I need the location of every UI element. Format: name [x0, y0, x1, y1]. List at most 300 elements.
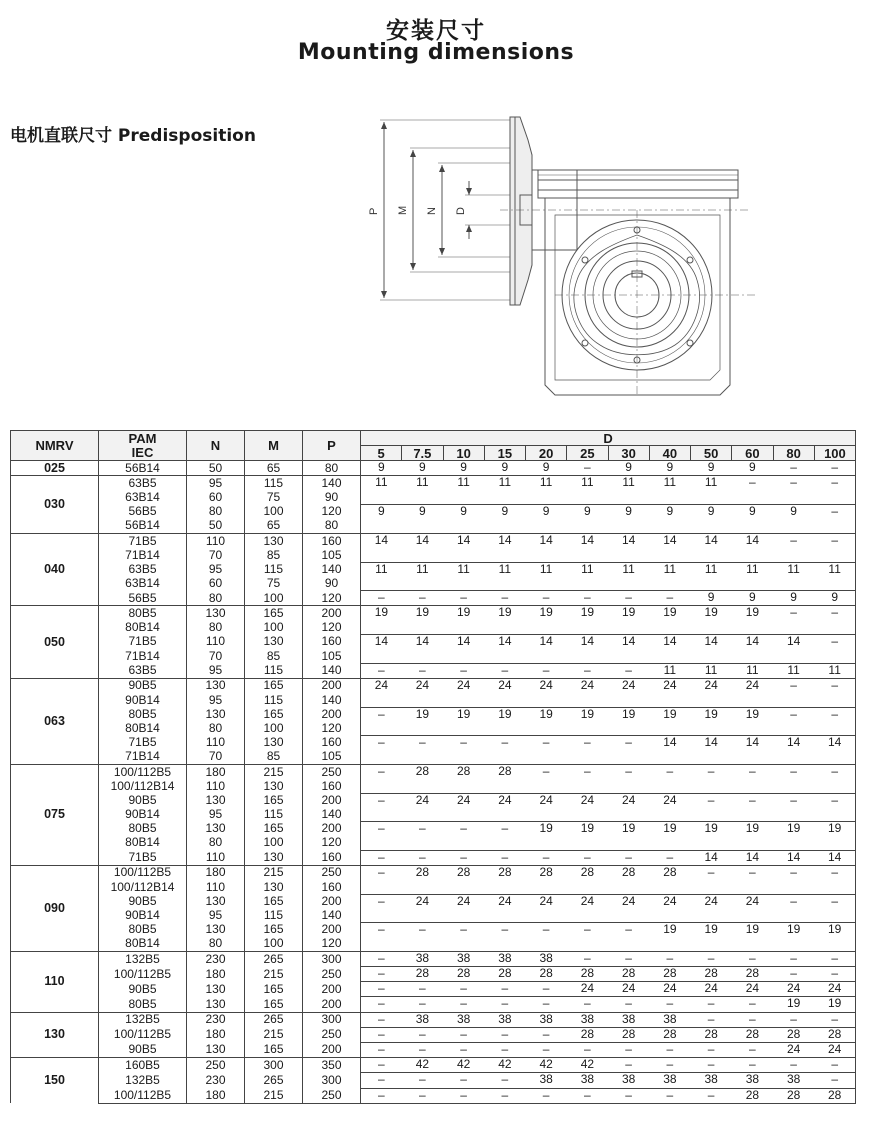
- cell-d-value: 14: [691, 850, 732, 865]
- cell-m: 165: [245, 678, 303, 693]
- cell-d-value: 11: [484, 562, 525, 590]
- cell-m: 165: [245, 982, 303, 997]
- cell-d-value: 24: [732, 982, 773, 997]
- cell-d-value: 19: [691, 822, 732, 850]
- cell-d-value: 24: [773, 1043, 814, 1058]
- cell-d-value: –: [526, 1043, 567, 1058]
- cell-m: 85: [245, 649, 303, 663]
- cell-d-value: –: [361, 793, 402, 821]
- cell-d-value: 28: [484, 967, 525, 982]
- cell-d-value: –: [608, 997, 649, 1012]
- cell-p: 140: [303, 908, 361, 922]
- cell-pam-iec: 90B5: [99, 1043, 187, 1058]
- cell-d-value: 19: [608, 822, 649, 850]
- cell-d-value: 19: [526, 606, 567, 635]
- cell-d-value: –: [691, 997, 732, 1012]
- cell-d-value: –: [773, 894, 814, 922]
- cell-d-value: 9: [361, 505, 402, 534]
- cell-d-value: 38: [608, 1073, 649, 1088]
- cell-d-value: –: [649, 850, 690, 865]
- cell-d-value: 19: [691, 923, 732, 952]
- cell-p: 90: [303, 490, 361, 504]
- cell-d-value: –: [484, 850, 525, 865]
- cell-d-value: –: [361, 894, 402, 922]
- cell-p: 160: [303, 635, 361, 649]
- cell-d-value: –: [402, 1043, 443, 1058]
- cell-pam-iec: 90B5: [99, 793, 187, 807]
- mounting-dimensions-table: [10, 430, 856, 1104]
- cell-n: 80: [187, 505, 245, 519]
- cell-pam-iec: 80B14: [99, 721, 187, 735]
- cell-m: 100: [245, 937, 303, 952]
- cell-d-value: 38: [443, 951, 484, 966]
- cell-d-value: 28: [773, 1088, 814, 1103]
- cell-d-value: –: [361, 997, 402, 1012]
- cell-p: 140: [303, 562, 361, 576]
- cell-d-value: 24: [732, 894, 773, 922]
- cell-d-value: –: [484, 591, 525, 606]
- cell-pam-iec: 63B5: [99, 663, 187, 678]
- cell-p: 105: [303, 649, 361, 663]
- cell-d-value: 14: [608, 635, 649, 663]
- cell-n: 50: [187, 461, 245, 476]
- table-row: [11, 850, 856, 865]
- cell-d-value: 9: [732, 505, 773, 534]
- cell-n: 130: [187, 1043, 245, 1058]
- cell-d-value: 14: [649, 635, 690, 663]
- cell-d-value: –: [526, 736, 567, 765]
- cell-d-value: –: [691, 1012, 732, 1027]
- cell-pam-iec: 80B5: [99, 923, 187, 937]
- table-row: [11, 894, 856, 908]
- table-row: [11, 967, 856, 982]
- cell-m: 115: [245, 808, 303, 822]
- cell-n: 110: [187, 533, 245, 548]
- cell-d-value: 19: [526, 822, 567, 850]
- cell-d-value: –: [649, 591, 690, 606]
- dimension-p-label: P: [368, 207, 380, 215]
- cell-pam-iec: 71B5: [99, 736, 187, 750]
- table-row: [11, 822, 856, 836]
- cell-d-value: 19: [567, 822, 608, 850]
- cell-pam-iec: 80B5: [99, 822, 187, 836]
- nmrv-size: 025: [11, 461, 99, 476]
- nmrv-size: 150: [11, 1058, 99, 1104]
- cell-n: 95: [187, 562, 245, 576]
- cell-p: 120: [303, 621, 361, 635]
- cell-d-value: 14: [691, 533, 732, 562]
- cell-d-value: 9: [608, 461, 649, 476]
- cell-m: 75: [245, 577, 303, 591]
- cell-d-value: 38: [484, 951, 525, 966]
- cell-m: 265: [245, 1012, 303, 1027]
- cell-d-value: –: [773, 865, 814, 894]
- cell-d-value: 14: [732, 850, 773, 865]
- cell-d-value: –: [361, 707, 402, 735]
- cell-d-value: 19: [649, 707, 690, 735]
- cell-d-value: 11: [773, 663, 814, 678]
- cell-m: 130: [245, 850, 303, 865]
- cell-p: 80: [303, 519, 361, 534]
- cell-n: 80: [187, 621, 245, 635]
- cell-d-value: 42: [526, 1058, 567, 1073]
- cell-d-value: 11: [361, 476, 402, 505]
- cell-d-value: 19: [361, 606, 402, 635]
- cell-m: 215: [245, 865, 303, 880]
- cell-d-value: –: [567, 764, 608, 793]
- cell-n: 230: [187, 1073, 245, 1088]
- cell-d-value: 9: [443, 461, 484, 476]
- cell-m: 115: [245, 562, 303, 576]
- cell-pam-iec: 56B5: [99, 505, 187, 519]
- cell-p: 90: [303, 577, 361, 591]
- table-row: [11, 1027, 856, 1042]
- cell-d-value: –: [773, 678, 814, 707]
- cell-pam-iec: 90B5: [99, 982, 187, 997]
- cell-d-value: 11: [732, 562, 773, 590]
- cell-d-value: –: [814, 793, 855, 821]
- cell-d-value: –: [567, 1043, 608, 1058]
- table-row: [11, 1043, 856, 1058]
- cell-m: 130: [245, 880, 303, 894]
- cell-d-value: –: [361, 1058, 402, 1073]
- cell-d-value: –: [443, 591, 484, 606]
- cell-d-value: –: [443, 982, 484, 997]
- cell-d-value: 28: [814, 1027, 855, 1042]
- cell-d-value: –: [732, 865, 773, 894]
- cell-d-value: –: [608, 736, 649, 765]
- cell-d-value: 28: [649, 967, 690, 982]
- cell-pam-iec: 71B14: [99, 649, 187, 663]
- cell-d-value: 14: [608, 533, 649, 562]
- cell-p: 200: [303, 707, 361, 721]
- cell-n: 80: [187, 937, 245, 952]
- cell-d-value: 38: [608, 1012, 649, 1027]
- cell-d-value: –: [484, 997, 525, 1012]
- table-row: [11, 461, 856, 476]
- cell-d-value: 28: [691, 967, 732, 982]
- cell-n: 95: [187, 908, 245, 922]
- nmrv-size: 040: [11, 533, 99, 605]
- cell-d-value: –: [402, 1088, 443, 1103]
- header-p: P: [303, 431, 361, 461]
- nmrv-size: 075: [11, 764, 99, 865]
- cell-m: 165: [245, 997, 303, 1012]
- header-ratio: 50: [691, 446, 732, 461]
- cell-p: 140: [303, 476, 361, 491]
- table-row: [11, 635, 856, 649]
- cell-d-value: 28: [814, 1088, 855, 1103]
- cell-d-value: –: [567, 663, 608, 678]
- cell-d-value: 24: [691, 982, 732, 997]
- cell-d-value: –: [526, 764, 567, 793]
- cell-d-value: 24: [691, 678, 732, 707]
- cell-pam-iec: 100/112B14: [99, 880, 187, 894]
- cell-pam-iec: 100/112B5: [99, 1027, 187, 1042]
- table-row: [11, 678, 856, 693]
- cell-d-value: 14: [732, 736, 773, 765]
- cell-pam-iec: 63B14: [99, 490, 187, 504]
- cell-d-value: –: [773, 1012, 814, 1027]
- cell-d-value: –: [526, 663, 567, 678]
- cell-d-value: 24: [649, 894, 690, 922]
- cell-d-value: –: [608, 850, 649, 865]
- cell-d-value: –: [402, 850, 443, 865]
- cell-d-value: –: [567, 736, 608, 765]
- cell-d-value: 11: [814, 562, 855, 590]
- cell-d-value: 28: [567, 865, 608, 894]
- cell-d-value: –: [567, 923, 608, 952]
- cell-pam-iec: 80B14: [99, 621, 187, 635]
- cell-pam-iec: 80B14: [99, 836, 187, 850]
- cell-d-value: –: [773, 793, 814, 821]
- cell-m: 300: [245, 1058, 303, 1073]
- cell-n: 180: [187, 1088, 245, 1103]
- nmrv-size: 110: [11, 951, 99, 1012]
- cell-n: 130: [187, 606, 245, 621]
- cell-m: 115: [245, 663, 303, 678]
- cell-m: 265: [245, 951, 303, 966]
- cell-d-value: 9: [649, 505, 690, 534]
- cell-n: 130: [187, 793, 245, 807]
- table-row: [11, 1088, 856, 1103]
- cell-d-value: 24: [773, 982, 814, 997]
- cell-m: 215: [245, 1027, 303, 1042]
- cell-d-value: –: [814, 707, 855, 735]
- cell-d-value: 38: [484, 1012, 525, 1027]
- cell-d-value: 9: [402, 505, 443, 534]
- cell-d-value: –: [814, 606, 855, 635]
- cell-d-value: 19: [773, 997, 814, 1012]
- nmrv-size: 030: [11, 476, 99, 534]
- cell-d-value: –: [361, 1012, 402, 1027]
- cell-pam-iec: 56B14: [99, 461, 187, 476]
- header-nmrv: NMRV: [11, 431, 99, 461]
- cell-d-value: 14: [567, 533, 608, 562]
- cell-d-value: –: [443, 1043, 484, 1058]
- cell-d-value: –: [361, 822, 402, 850]
- cell-d-value: 19: [691, 707, 732, 735]
- cell-pam-iec: 132B5: [99, 1012, 187, 1027]
- cell-d-value: –: [402, 982, 443, 997]
- cell-d-value: 11: [484, 476, 525, 505]
- cell-m: 100: [245, 836, 303, 850]
- cell-pam-iec: 56B14: [99, 519, 187, 534]
- cell-d-value: –: [649, 1058, 690, 1073]
- cell-d-value: 19: [608, 707, 649, 735]
- cell-d-value: 11: [649, 562, 690, 590]
- cell-d-value: –: [402, 591, 443, 606]
- cell-d-value: –: [361, 1088, 402, 1103]
- header-ratio: 40: [649, 446, 690, 461]
- cell-d-value: –: [361, 764, 402, 793]
- cell-d-value: 38: [443, 1012, 484, 1027]
- cell-p: 200: [303, 923, 361, 937]
- cell-d-value: 38: [567, 1012, 608, 1027]
- table-row: [11, 923, 856, 937]
- cell-pam-iec: 160B5: [99, 1058, 187, 1073]
- cell-d-value: 24: [402, 678, 443, 707]
- cell-d-value: 14: [732, 533, 773, 562]
- cell-m: 130: [245, 736, 303, 750]
- cell-d-value: –: [567, 591, 608, 606]
- cell-d-value: 14: [773, 635, 814, 663]
- cell-d-value: –: [361, 865, 402, 894]
- cell-d-value: –: [814, 764, 855, 793]
- cell-d-value: –: [773, 606, 814, 635]
- page-title-chinese: 安装尺寸: [386, 18, 486, 44]
- cell-pam-iec: 71B14: [99, 548, 187, 562]
- cell-d-value: 24: [361, 678, 402, 707]
- cell-d-value: 24: [814, 1043, 855, 1058]
- cell-pam-iec: 100/112B5: [99, 1088, 187, 1103]
- cell-d-value: –: [361, 1073, 402, 1088]
- cell-d-value: 42: [402, 1058, 443, 1073]
- cell-n: 180: [187, 967, 245, 982]
- nmrv-size: 050: [11, 606, 99, 678]
- cell-n: 70: [187, 649, 245, 663]
- cell-d-value: –: [649, 1088, 690, 1103]
- cell-d-value: 9: [691, 461, 732, 476]
- cell-n: 95: [187, 693, 245, 707]
- cell-n: 130: [187, 923, 245, 937]
- cell-d-value: –: [773, 1058, 814, 1073]
- cell-pam-iec: 80B5: [99, 707, 187, 721]
- cell-d-value: 9: [443, 505, 484, 534]
- table-row: [11, 764, 856, 779]
- cell-d-value: 28: [484, 865, 525, 894]
- cell-d-value: 19: [526, 707, 567, 735]
- cell-d-value: –: [732, 1012, 773, 1027]
- cell-d-value: –: [649, 1043, 690, 1058]
- cell-pam-iec: 100/112B5: [99, 865, 187, 880]
- cell-m: 215: [245, 1088, 303, 1103]
- cell-d-value: –: [361, 951, 402, 966]
- cell-d-value: –: [361, 591, 402, 606]
- cell-d-value: 24: [443, 793, 484, 821]
- header-ratio: 20: [526, 446, 567, 461]
- cell-pam-iec: 71B14: [99, 750, 187, 765]
- cell-d-value: –: [814, 967, 855, 982]
- header-n: N: [187, 431, 245, 461]
- cell-p: 140: [303, 808, 361, 822]
- cell-d-value: –: [361, 663, 402, 678]
- cell-d-value: 42: [484, 1058, 525, 1073]
- cell-d-value: –: [526, 1088, 567, 1103]
- cell-d-value: –: [608, 663, 649, 678]
- cell-d-value: 11: [608, 562, 649, 590]
- cell-d-value: 11: [567, 476, 608, 505]
- cell-pam-iec: 63B5: [99, 562, 187, 576]
- cell-d-value: –: [814, 461, 855, 476]
- cell-d-value: 14: [691, 635, 732, 663]
- cell-d-value: –: [361, 736, 402, 765]
- cell-d-value: 38: [526, 1073, 567, 1088]
- cell-d-value: 24: [608, 678, 649, 707]
- cell-d-value: 19: [649, 606, 690, 635]
- cell-d-value: –: [443, 736, 484, 765]
- cell-d-value: –: [814, 894, 855, 922]
- cell-d-value: 14: [649, 736, 690, 765]
- cell-d-value: 11: [814, 663, 855, 678]
- cell-d-value: –: [732, 997, 773, 1012]
- cell-d-value: 28: [402, 967, 443, 982]
- cell-p: 160: [303, 779, 361, 793]
- cell-d-value: –: [814, 505, 855, 534]
- cell-m: 75: [245, 490, 303, 504]
- cell-d-value: –: [402, 736, 443, 765]
- table-row: [11, 591, 856, 606]
- cell-d-value: 24: [608, 894, 649, 922]
- cell-d-value: –: [567, 1088, 608, 1103]
- cell-p: 200: [303, 822, 361, 836]
- cell-d-value: 24: [567, 894, 608, 922]
- cell-d-value: –: [402, 997, 443, 1012]
- cell-p: 300: [303, 951, 361, 966]
- cell-d-value: –: [443, 997, 484, 1012]
- cell-d-value: 24: [732, 678, 773, 707]
- cell-d-value: 11: [649, 476, 690, 505]
- cell-d-value: –: [484, 1027, 525, 1042]
- cell-d-value: –: [484, 923, 525, 952]
- table-row: [11, 1058, 856, 1073]
- cell-d-value: –: [773, 707, 814, 735]
- cell-d-value: –: [567, 997, 608, 1012]
- cell-d-value: 28: [443, 764, 484, 793]
- cell-d-value: 19: [814, 997, 855, 1012]
- cell-d-value: –: [691, 793, 732, 821]
- cell-d-value: –: [773, 967, 814, 982]
- cell-d-value: –: [402, 663, 443, 678]
- cell-d-value: –: [608, 764, 649, 793]
- cell-n: 70: [187, 548, 245, 562]
- cell-d-value: –: [361, 923, 402, 952]
- cell-p: 160: [303, 533, 361, 548]
- cell-d-value: 28: [608, 1027, 649, 1042]
- cell-m: 100: [245, 621, 303, 635]
- cell-pam-iec: 63B14: [99, 577, 187, 591]
- cell-d-value: 19: [649, 822, 690, 850]
- cell-pam-iec: 63B5: [99, 476, 187, 491]
- cell-m: 130: [245, 779, 303, 793]
- cell-d-value: 11: [691, 562, 732, 590]
- cell-n: 60: [187, 490, 245, 504]
- cell-d-value: 38: [773, 1073, 814, 1088]
- cell-d-value: 14: [361, 635, 402, 663]
- table-row: [11, 476, 856, 491]
- cell-d-value: 24: [649, 793, 690, 821]
- cell-d-value: 28: [567, 1027, 608, 1042]
- cell-p: 140: [303, 693, 361, 707]
- cell-d-value: 11: [526, 562, 567, 590]
- cell-d-value: 14: [691, 736, 732, 765]
- cell-m: 100: [245, 591, 303, 606]
- cell-d-value: –: [691, 1088, 732, 1103]
- cell-m: 215: [245, 764, 303, 779]
- cell-d-value: 19: [773, 822, 814, 850]
- cell-d-value: –: [814, 678, 855, 707]
- cell-d-value: 14: [526, 533, 567, 562]
- cell-d-value: 38: [649, 1073, 690, 1088]
- cell-pam-iec: 71B5: [99, 850, 187, 865]
- table-row: [11, 562, 856, 576]
- cell-d-value: 9: [691, 591, 732, 606]
- cell-m: 100: [245, 721, 303, 735]
- cell-d-value: 24: [443, 894, 484, 922]
- cell-n: 80: [187, 591, 245, 606]
- cell-d-value: –: [732, 951, 773, 966]
- cell-d-value: 9: [361, 461, 402, 476]
